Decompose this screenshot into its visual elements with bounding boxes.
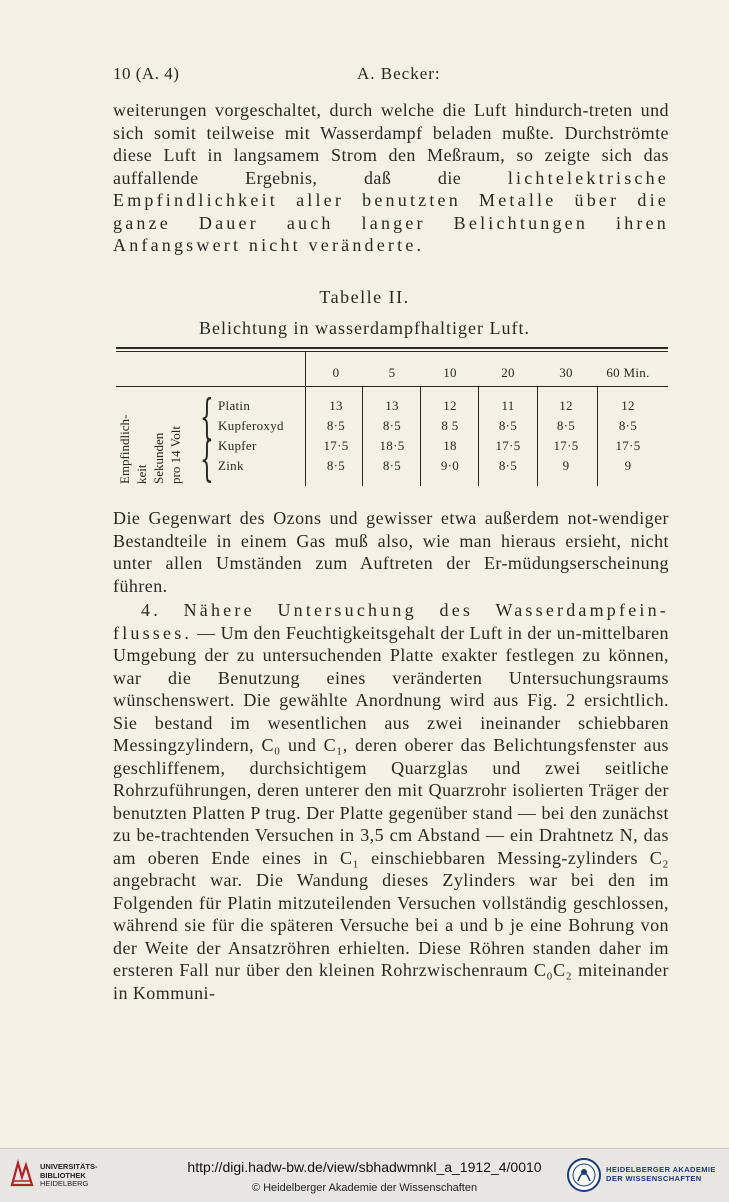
table-cell: 9 bbox=[624, 458, 632, 473]
table-title: Tabelle II. bbox=[319, 287, 410, 307]
brace-top: { bbox=[200, 389, 214, 445]
brace-bottom: { bbox=[200, 431, 214, 487]
table-cell: 8·5 bbox=[618, 418, 638, 433]
metal-name: Zink bbox=[218, 458, 244, 473]
table-cell: 8·5 bbox=[382, 418, 402, 433]
table-caption: Belichtung in wasserdampfhaltiger Luft. bbox=[199, 318, 530, 338]
row-group-label: keit bbox=[134, 464, 149, 484]
metal-name: Kupfer bbox=[218, 438, 257, 453]
table-column-divider bbox=[597, 387, 598, 486]
running-author: A. Becker: bbox=[357, 64, 441, 83]
table-cell: 17·5 bbox=[553, 438, 579, 453]
university-library-name: UNIVERSITÄTS- BIBLIOTHEK HEIDELBERG bbox=[40, 1162, 98, 1188]
table-cell: 8·5 bbox=[326, 418, 346, 433]
table-cell: 8·5 bbox=[498, 458, 518, 473]
paragraph-1 bbox=[113, 99, 669, 257]
footer-bar bbox=[0, 1148, 729, 1202]
table-cell: 9·0 bbox=[440, 458, 460, 473]
table-cell: 17·5 bbox=[323, 438, 349, 453]
row-group-label: Sekunden bbox=[151, 432, 166, 484]
table-cell: 8·5 bbox=[556, 418, 576, 433]
paragraph-1-text: weiterungen vorgeschaltet, durch welche die Luft hindurch-treten und sich somit teilweise mit Wasserdampf beladen mußte. Durchströmte diese Luft in langsamem Strom den Meßraum, so zeigte sich das auffallende Ergebnis, daß die bbox=[113, 100, 669, 188]
table-cell: 17·5 bbox=[495, 438, 521, 453]
table-column-divider bbox=[537, 387, 538, 486]
paragraph-2-text: Die Gegenwart des Ozons und gewisser etwa außerdem not-wendiger Bestandteile in einem Gas muß also, wie man hieraus ersieht, nicht unter allen Umständen zum Auftreten der Er-müdungserscheinung führen. bbox=[113, 508, 669, 596]
running-header bbox=[113, 64, 669, 88]
table-cell: 12 bbox=[443, 398, 457, 413]
table-cell: 8·5 bbox=[498, 418, 518, 433]
metal-name: Platin bbox=[218, 398, 251, 413]
table-cell: 18·5 bbox=[379, 438, 405, 453]
row-group-label: Empfindlich- bbox=[117, 414, 132, 484]
table-cell: 17·5 bbox=[615, 438, 641, 453]
table-cell: 12 bbox=[621, 398, 635, 413]
table-cell: 8·5 bbox=[382, 458, 402, 473]
table-cell: 8·5 bbox=[326, 458, 346, 473]
paragraph-1-emphasis: lichtelektrische Empfindlichkeit aller benutzten Metalle über die ganze Dauer auch langer Belichtungen ihren Anfangswert nicht veränderte. bbox=[113, 167, 669, 255]
academy-seal-icon bbox=[566, 1157, 602, 1193]
table-cell: 9 bbox=[562, 458, 570, 473]
table-cell: 13 bbox=[329, 398, 343, 413]
table-column-divider bbox=[420, 387, 421, 486]
paragraph-2 bbox=[113, 507, 669, 597]
table-column-divider bbox=[478, 387, 479, 486]
paragraph-3-text: — Um den Feuchtigkeitsgehalt der Luft in der un-mittelbaren Umgebung der zu untersuchenden Platte exakter festlegen zu können, war die Benutzung eines veränderten Untersuchungsraums wünschenswert. Die gewählte Anordnung wird aus Fig. 2 ersichtlich. Sie bestand im wesentlichen aus zwei ineinander schiebbaren Messingzylindern, C₀ und C₁, deren oberer das Belichtungsfenster aus geschliffenem, durchsichtigem Quarzglas und zwei seitliche Rohrzuführungen, deren unterer den mit Quarzrohr isolierten Träger der benutzten Platten P trug. Der Platte gegenüber stand — bei den zunächst zu be-trachtenden Versuchen in 3,5 cm Abstand — ein Drahtnetz N, das am oberen Ende eines in C₁ einschiebbaren Messing-zylinders C₂ angebracht war. Die Wandung dieses Zylinders war bei den im Folgenden für Platin mitzuteilenden Versuchen vollständig geschlossen, während sie für die späteren Versuche bei a und b je eine Bohrung von der Weite der Ansatzröhren erhielten. Diese Röhren standen daher im ersteren Fall nur über den kleinen Rohrzwischenraum C₀C₂ miteinander in Kommuni- bbox=[113, 622, 669, 1003]
table-cell: 12 bbox=[559, 398, 573, 413]
table-column-divider bbox=[362, 387, 363, 486]
metal-name: Kupferoxyd bbox=[218, 418, 284, 433]
column-header: 10 bbox=[443, 365, 457, 380]
column-header: 20 bbox=[501, 365, 515, 380]
table-top-rule-thin bbox=[116, 351, 668, 352]
table-header-rule bbox=[116, 386, 668, 387]
column-header: 0 bbox=[332, 365, 340, 380]
academy-name: HEIDELBERGER AKADEMIE DER WISSENSCHAFTEN bbox=[606, 1165, 716, 1183]
row-group-label: pro 14 Volt bbox=[168, 425, 183, 484]
table-cell: 18 bbox=[443, 438, 457, 453]
table-top-rule bbox=[116, 347, 668, 349]
table-cell: 8 5 bbox=[441, 418, 459, 433]
table-cell: 11 bbox=[501, 398, 515, 413]
column-header: 30 bbox=[559, 365, 573, 380]
page-number: 10 (A. 4) bbox=[113, 64, 180, 83]
source-url-link[interactable]: http://digi.hadw-bw.de/view/sbhadwmnkl_a_1912_4/0010 bbox=[187, 1159, 542, 1175]
copyright-notice: © Heidelberger Akademie der Wissenschaften bbox=[251, 1182, 478, 1194]
table-cell: 13 bbox=[385, 398, 399, 413]
column-header: 5 bbox=[388, 365, 396, 380]
column-header: 60 Min. bbox=[606, 365, 650, 380]
paragraph-3 bbox=[113, 599, 669, 1004]
section-heading: 4. Nähere Untersuchung des Wasserdampfein-flusses. bbox=[113, 600, 669, 643]
